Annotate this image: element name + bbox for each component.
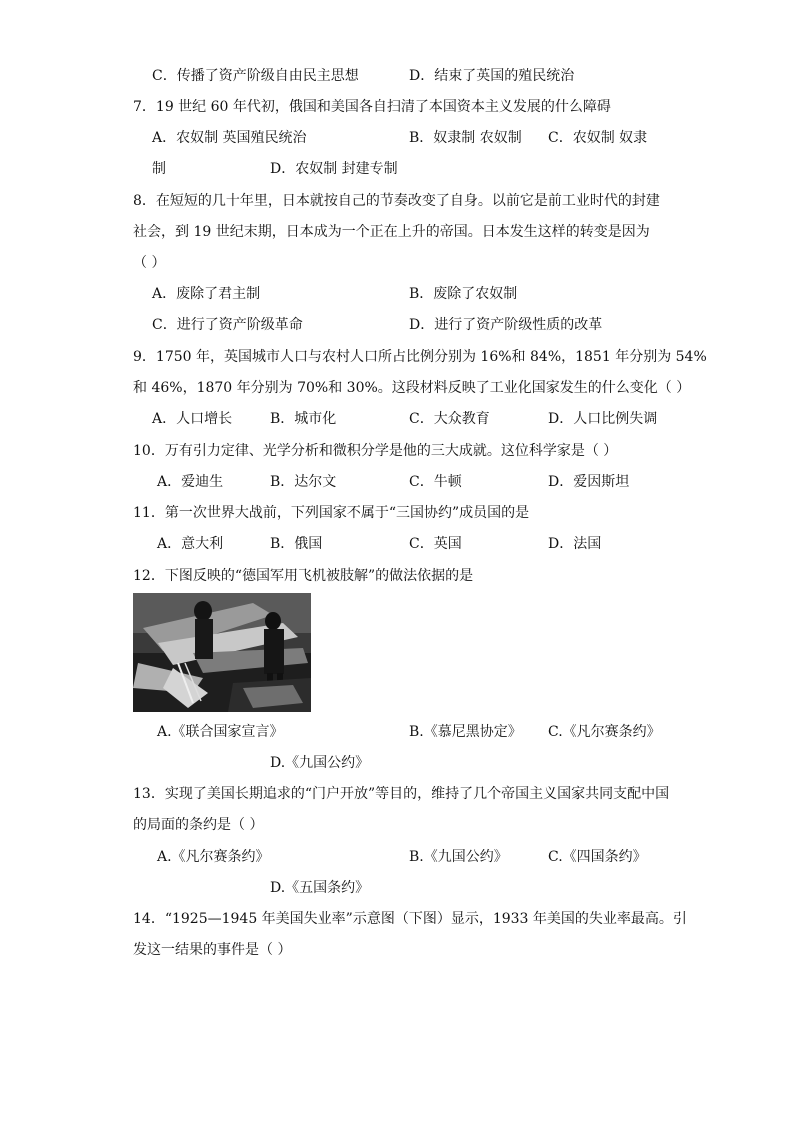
q12-option-c: C.《凡尔赛条约》 — [548, 724, 661, 740]
q11-option-d: D．法国 — [548, 536, 602, 552]
q13-stem-line1: 13．实现了美国长期追求的“门户开放”等目的，维持了几个帝国主义国家共同支配中国 — [133, 786, 670, 802]
q12-option-b: B.《慕尼黑协定》 — [409, 724, 522, 740]
q11-option-a: A．意大利 — [157, 536, 224, 552]
q7-option-c: C．农奴制 奴隶 — [548, 130, 648, 146]
q8-stem-line3: （ ） — [133, 255, 166, 271]
q9-stem-line2: 和 46%，1870 年分别为 70%和 30%。这段材料反映了工业化国家发生的什么变化（ ） — [133, 380, 691, 396]
q6-option-d: D．结束了英国的殖民统治 — [409, 68, 575, 84]
q11-option-b: B．俄国 — [270, 536, 323, 552]
q10-option-c: C．牛顿 — [409, 474, 462, 490]
q11-stem: 11．第一次世界大战前，下列国家不属于“三国协约”成员国的是 — [133, 505, 530, 521]
q8-stem-line2: 社会，到 19 世纪末期，日本成为一个正在上升的帝国。日本发生这样的转变是因为 — [133, 224, 650, 240]
q10-option-a: A．爱迪生 — [157, 474, 224, 490]
q8-option-a: A．废除了君主制 — [152, 286, 261, 302]
q7-option-a: A．农奴制 英国殖民统治 — [152, 130, 307, 146]
q10-stem: 10．万有引力定律、光学分析和微积分学是他的三大成就。这位科学家是（ ） — [133, 443, 618, 459]
q9-option-a: A．人口增长 — [152, 411, 233, 427]
q13-option-c: C.《四国条约》 — [548, 849, 647, 865]
q8-option-d: D．进行了资产阶级性质的改革 — [409, 317, 603, 333]
q7-option-d: D．农奴制 封建专制 — [270, 161, 398, 177]
q7-option-c-continued: 制 — [152, 161, 166, 177]
q8-option-b: B．废除了农奴制 — [409, 286, 518, 302]
dismantled-aircraft-photo — [133, 593, 311, 712]
q12-option-d: D.《九国公约》 — [270, 755, 370, 771]
q8-option-c: C．进行了资产阶级革命 — [152, 317, 303, 333]
q9-option-b: B．城市化 — [270, 411, 337, 427]
q11-option-c: C．英国 — [409, 536, 462, 552]
q6-option-c: C．传播了资产阶级自由民主思想 — [152, 68, 359, 84]
q13-stem-line2: 的局面的条约是（ ） — [133, 817, 264, 833]
q8-stem-line1: 8．在短短的几十年里，日本就按自己的节奏改变了自身。以前它是前工业时代的封建 — [133, 193, 660, 209]
q9-option-d: D．人口比例失调 — [548, 411, 658, 427]
q12-stem: 12．下图反映的“德国军用飞机被肢解”的做法依据的是 — [133, 568, 474, 584]
q9-option-c: C．大众教育 — [409, 411, 490, 427]
q13-option-d: D.《五国条约》 — [270, 880, 370, 896]
q14-stem-line2: 发这一结果的事件是（ ） — [133, 942, 292, 958]
q13-option-a: A.《凡尔赛条约》 — [157, 849, 270, 865]
q10-option-b: B．达尔文 — [270, 474, 337, 490]
q13-option-b: B.《九国公约》 — [409, 849, 508, 865]
q7-option-b: B．奴隶制 农奴制 — [409, 130, 522, 146]
q14-stem-line1: 14．“1925—1945 年美国失业率”示意图（下图）显示，1933 年美国的失业率最高。引 — [133, 911, 687, 927]
q10-option-d: D．爱因斯坦 — [548, 474, 630, 490]
q12-option-a: A.《联合国家宣言》 — [157, 724, 284, 740]
q9-stem-line1: 9．1750 年，英国城市人口与农村人口所占比例分别为 16%和 84%，1851 年分别为 54% — [133, 349, 707, 365]
q7-stem: 7．19 世纪 60 年代初，俄国和美国各自扫清了本国资本主义发展的什么障碍 — [133, 99, 611, 115]
